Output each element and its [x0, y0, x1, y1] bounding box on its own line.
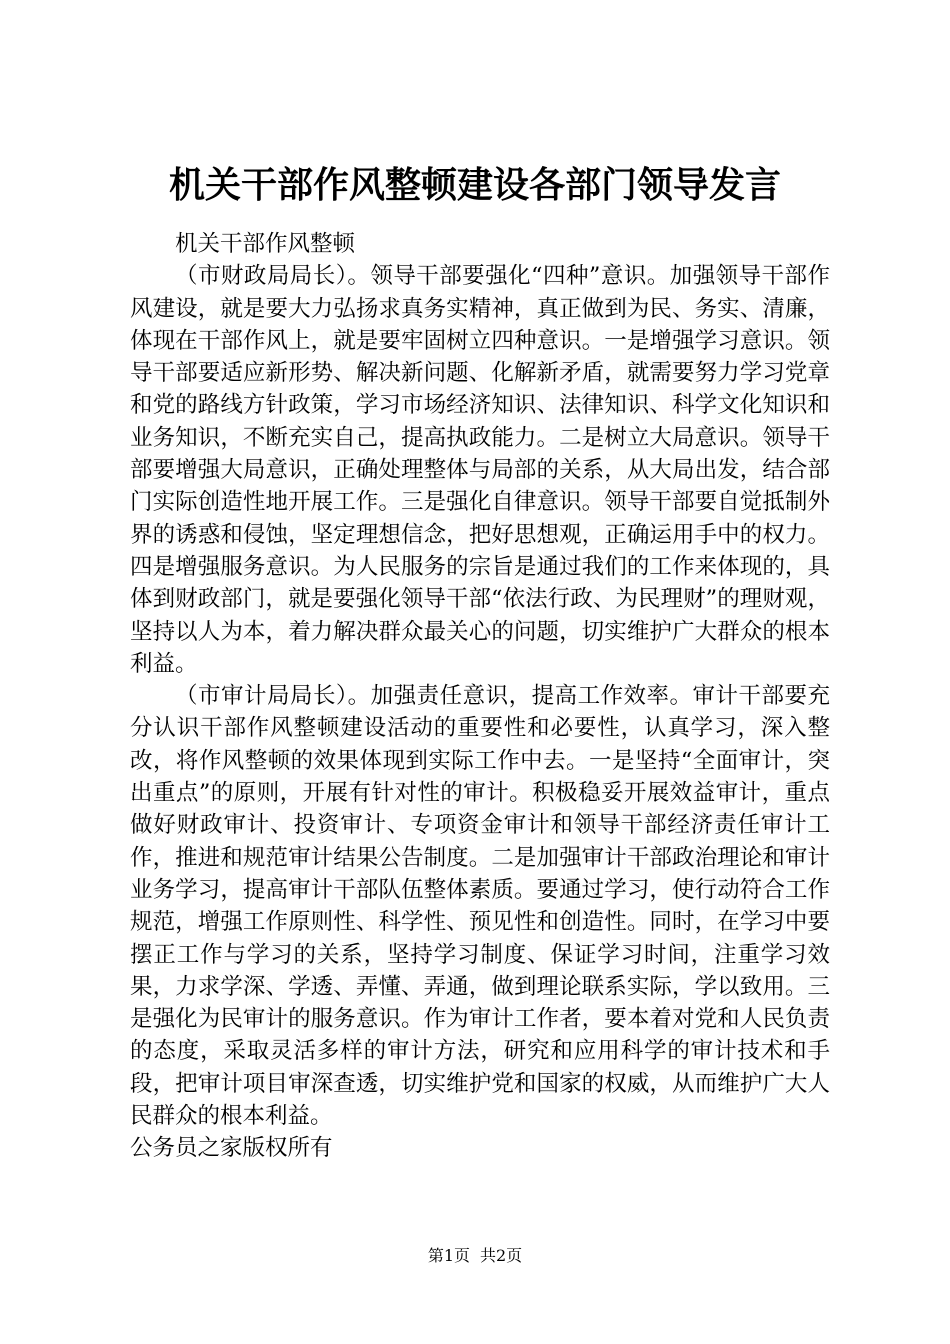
document-title: 机关干部作风整顿建设各部门领导发言 — [168, 165, 781, 206]
paragraph-finance-bureau: （市财政局局长）。领导干部要强化“四种”意识。加强领导干部作风建设，就是要大力弘扬求真务实精神，真正做到为民、务实、清廉，体现在干部作风上，就是要牢固树立四种意识。一是增强学习意识。领导干部要适应新形势、解决新问题、化解新矛盾，就需要努力学习党章和党的路线方针政策，学习市场经济知识、法律知识、科学文化知识和业务知识，不断充实自己，提高执政能力。二是树立大局意识。领导干部要增强大局意识，正确处理整体与局部的关系，从大局出发，结合部门实际创造性地开展工作。三是强化自律意识。领导干部要自觉抵制外界的诱惑和侵蚀，坚定理想信念，把好思想观，正确运用手中的权力。四是增强服务意识。为人民服务的宗旨是通过我们的工作来体现的，具体到财政部门，就是要强化领导干部“依法行政、为民理财”的理财观，坚持以人为本，着力解决群众最关心的问题，切实维护广大群众的根本利益。 — [130, 263, 830, 677]
page-footer — [0, 1244, 950, 1268]
document-body — [130, 228, 830, 1165]
paragraph-audit-bureau: （市审计局局长）。加强责任意识，提高工作效率。审计干部要充分认识干部作风整顿建设活动的重要性和必要性，认真学习，深入整改，将作风整顿的效果体现到实际工作中去。一是坚持“全面审计，突出重点”的原则，开展有针对性的审计。积极稳妥开展效益审计，重点做好财政审计、投资审计、专项资金审计和领导干部经济责任审计工作，推进和规范审计结果公告制度。二是加强审计干部政治理论和审计业务学习，提高审计干部队伍整体素质。要通过学习，使行动符合工作规范，增强工作原则性、科学性、预见性和创造性。同时，在学习中要摆正工作与学习的关系，坚持学习制度、保证学习时间，注重学习效果，力求学深、学透、弄懂、弄通，做到理论联系实际，学以致用。三是强化为民审计的服务意识。作为审计工作者，要本着对党和人民负责的态度，采取灵活多样的审计方法，研究和应用科学的审计技术和手段，把审计项目审深查透，切实维护党和国家的权威，从而维护广大人民群众的根本利益。 — [130, 683, 830, 1130]
page-total: 共2页 — [480, 1246, 523, 1265]
copyright-note: 公务员之家版权所有 — [130, 1135, 333, 1162]
page-number: 第1页 — [427, 1246, 470, 1265]
section-heading: 机关干部作风整顿 — [175, 231, 356, 257]
